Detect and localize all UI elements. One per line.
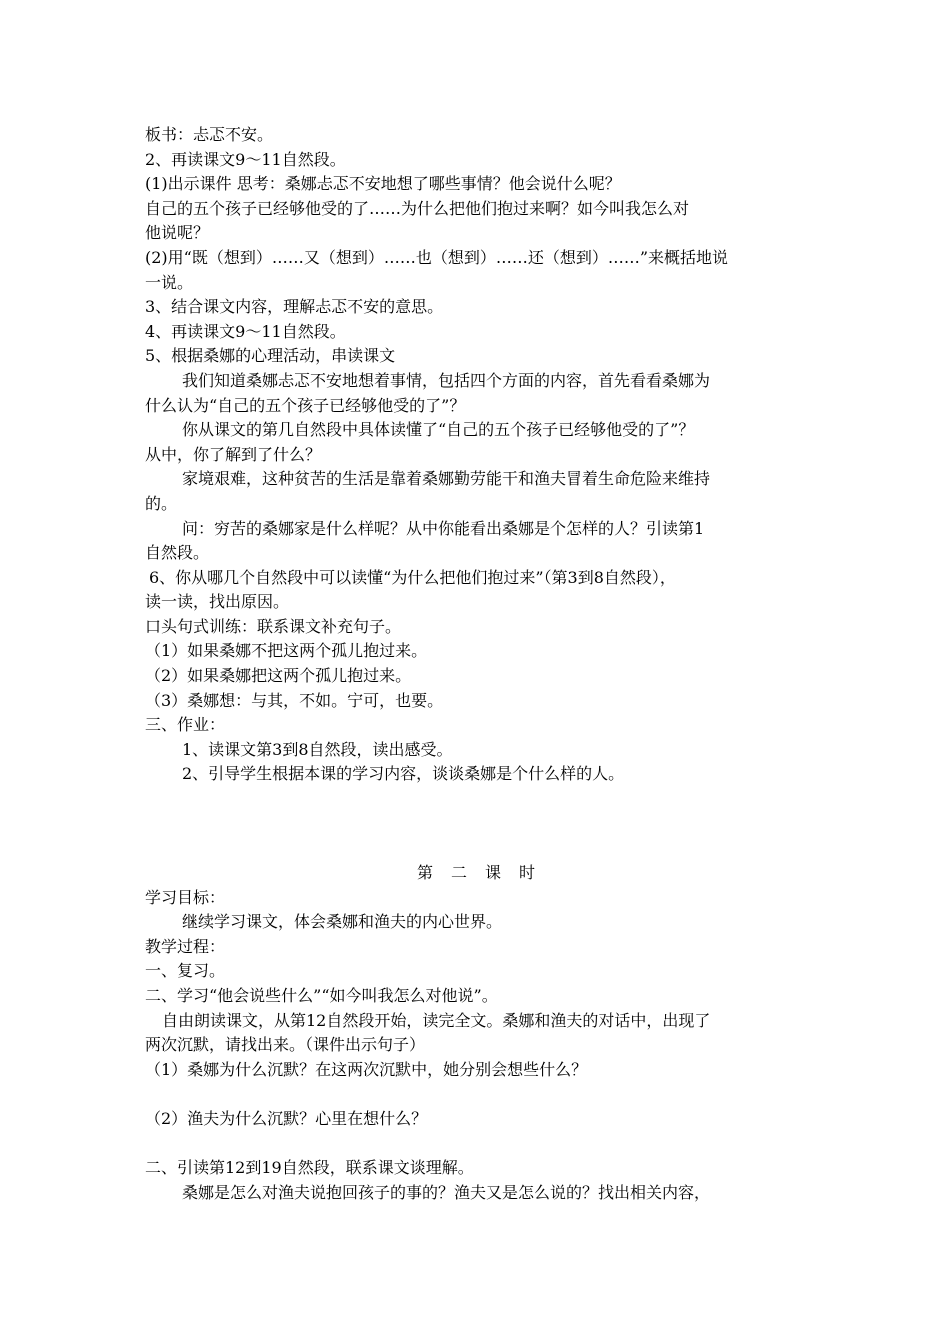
text-line: 自由朗读课文，从第12自然段开始，读完全文。桑娜和渔夫的对话中，出现了	[162, 1010, 711, 1030]
text-line: 两次沉默，请找出来。（课件出示句子）	[145, 1035, 426, 1055]
text-line: 2、再读课文9～11自然段。	[145, 149, 346, 169]
text-line: 自然段。	[145, 543, 210, 563]
text-line: 4、再读课文9～11自然段。	[145, 321, 346, 341]
text-line: 3、结合课文内容，理解忐忑不安的意思。	[145, 297, 444, 317]
document-page	[145, 123, 813, 1205]
text-line: 从中，你了解到了什么？	[145, 444, 322, 464]
text-line: （3）桑娜想：与其，不如。宁可，也要。	[145, 690, 444, 710]
text-line: 他说呢？	[145, 223, 210, 243]
text-line: 1、读课文第3到8自然段，读出感受。	[182, 739, 453, 759]
text-line: 口头句式训练：联系课文补充句子。	[145, 616, 402, 636]
text-line: 继续学习课文，体会桑娜和渔夫的内心世界。	[182, 912, 503, 932]
text-line: 学习目标：	[145, 887, 226, 907]
text-line: 你从课文的第几自然段中具体读懂了“自己的五个孩子已经够他受的了”？	[182, 420, 695, 440]
text-line: （1）如果桑娜不把这两个孤儿抱过来。	[145, 641, 428, 661]
lesson-title: 第二课时	[416, 863, 553, 883]
text-line: 的。	[145, 493, 178, 513]
text-line: 5、根据桑娜的心理活动，串读课文	[145, 346, 396, 366]
text-line: 家境艰难，这种贫苦的生活是靠着桑娜勤劳能干和渔夫冒着生命危险来维持	[182, 469, 711, 489]
text-line: 教学过程：	[145, 936, 226, 956]
text-line: 我们知道桑娜忐忑不安地想着事情，包括四个方面的内容，首先看看桑娜为	[182, 370, 711, 390]
text-line: (2)用“既（想到）……又（想到）……也（想到）……还（想到）……”来概括地说	[145, 247, 729, 267]
text-line: 6、你从哪几个自然段中可以读懂“为什么把他们抱过来”（第3到8自然段），	[149, 567, 676, 587]
text-line: 二、学习“他会说些什么”“如今叫我怎么对他说”。	[145, 986, 498, 1005]
text-line: （2）渔夫为什么沉默？心里在想什么？	[145, 1108, 428, 1128]
text-line: 板书：忐忑不安。	[145, 125, 274, 144]
text-line: 一说。	[145, 272, 194, 292]
section-gap	[145, 787, 813, 861]
text-line: （2）如果桑娜把这两个孤儿抱过来。	[145, 666, 412, 686]
text-line: 桑娜是怎么对渔夫说抱回孩子的事的？渔夫又是怎么说的？找出相关内容，	[182, 1182, 711, 1202]
text-line: 二、引读第12到19自然段，联系课文谈理解。	[145, 1158, 474, 1178]
text-line: (1)出示课件 思考：桑娜忐忑不安地想了哪些事情？他会说什么呢？	[145, 174, 621, 194]
text-line: 问：穷苦的桑娜家是什么样呢？从中你能看出桑娜是个怎样的人？引读第1	[182, 518, 705, 538]
text-line: 自己的五个孩子已经够他受的了……为什么把他们抱过来啊？如今叫我怎么对	[145, 198, 690, 218]
blank-line	[145, 1132, 813, 1157]
text-line: 读一读，找出原因。	[145, 592, 290, 612]
text-line: 一、复习。	[145, 961, 226, 981]
text-line: 2、引导学生根据本课的学习内容，谈谈桑娜是个什么样的人。	[182, 764, 625, 784]
text-line: 什么认为“自己的五个孩子已经够他受的了”？	[145, 395, 466, 415]
text-line: 三、作业：	[145, 715, 226, 735]
blank-line	[145, 1082, 813, 1107]
text-line: （1）桑娜为什么沉默？在这两次沉默中，她分别会想些什么？	[145, 1059, 588, 1079]
